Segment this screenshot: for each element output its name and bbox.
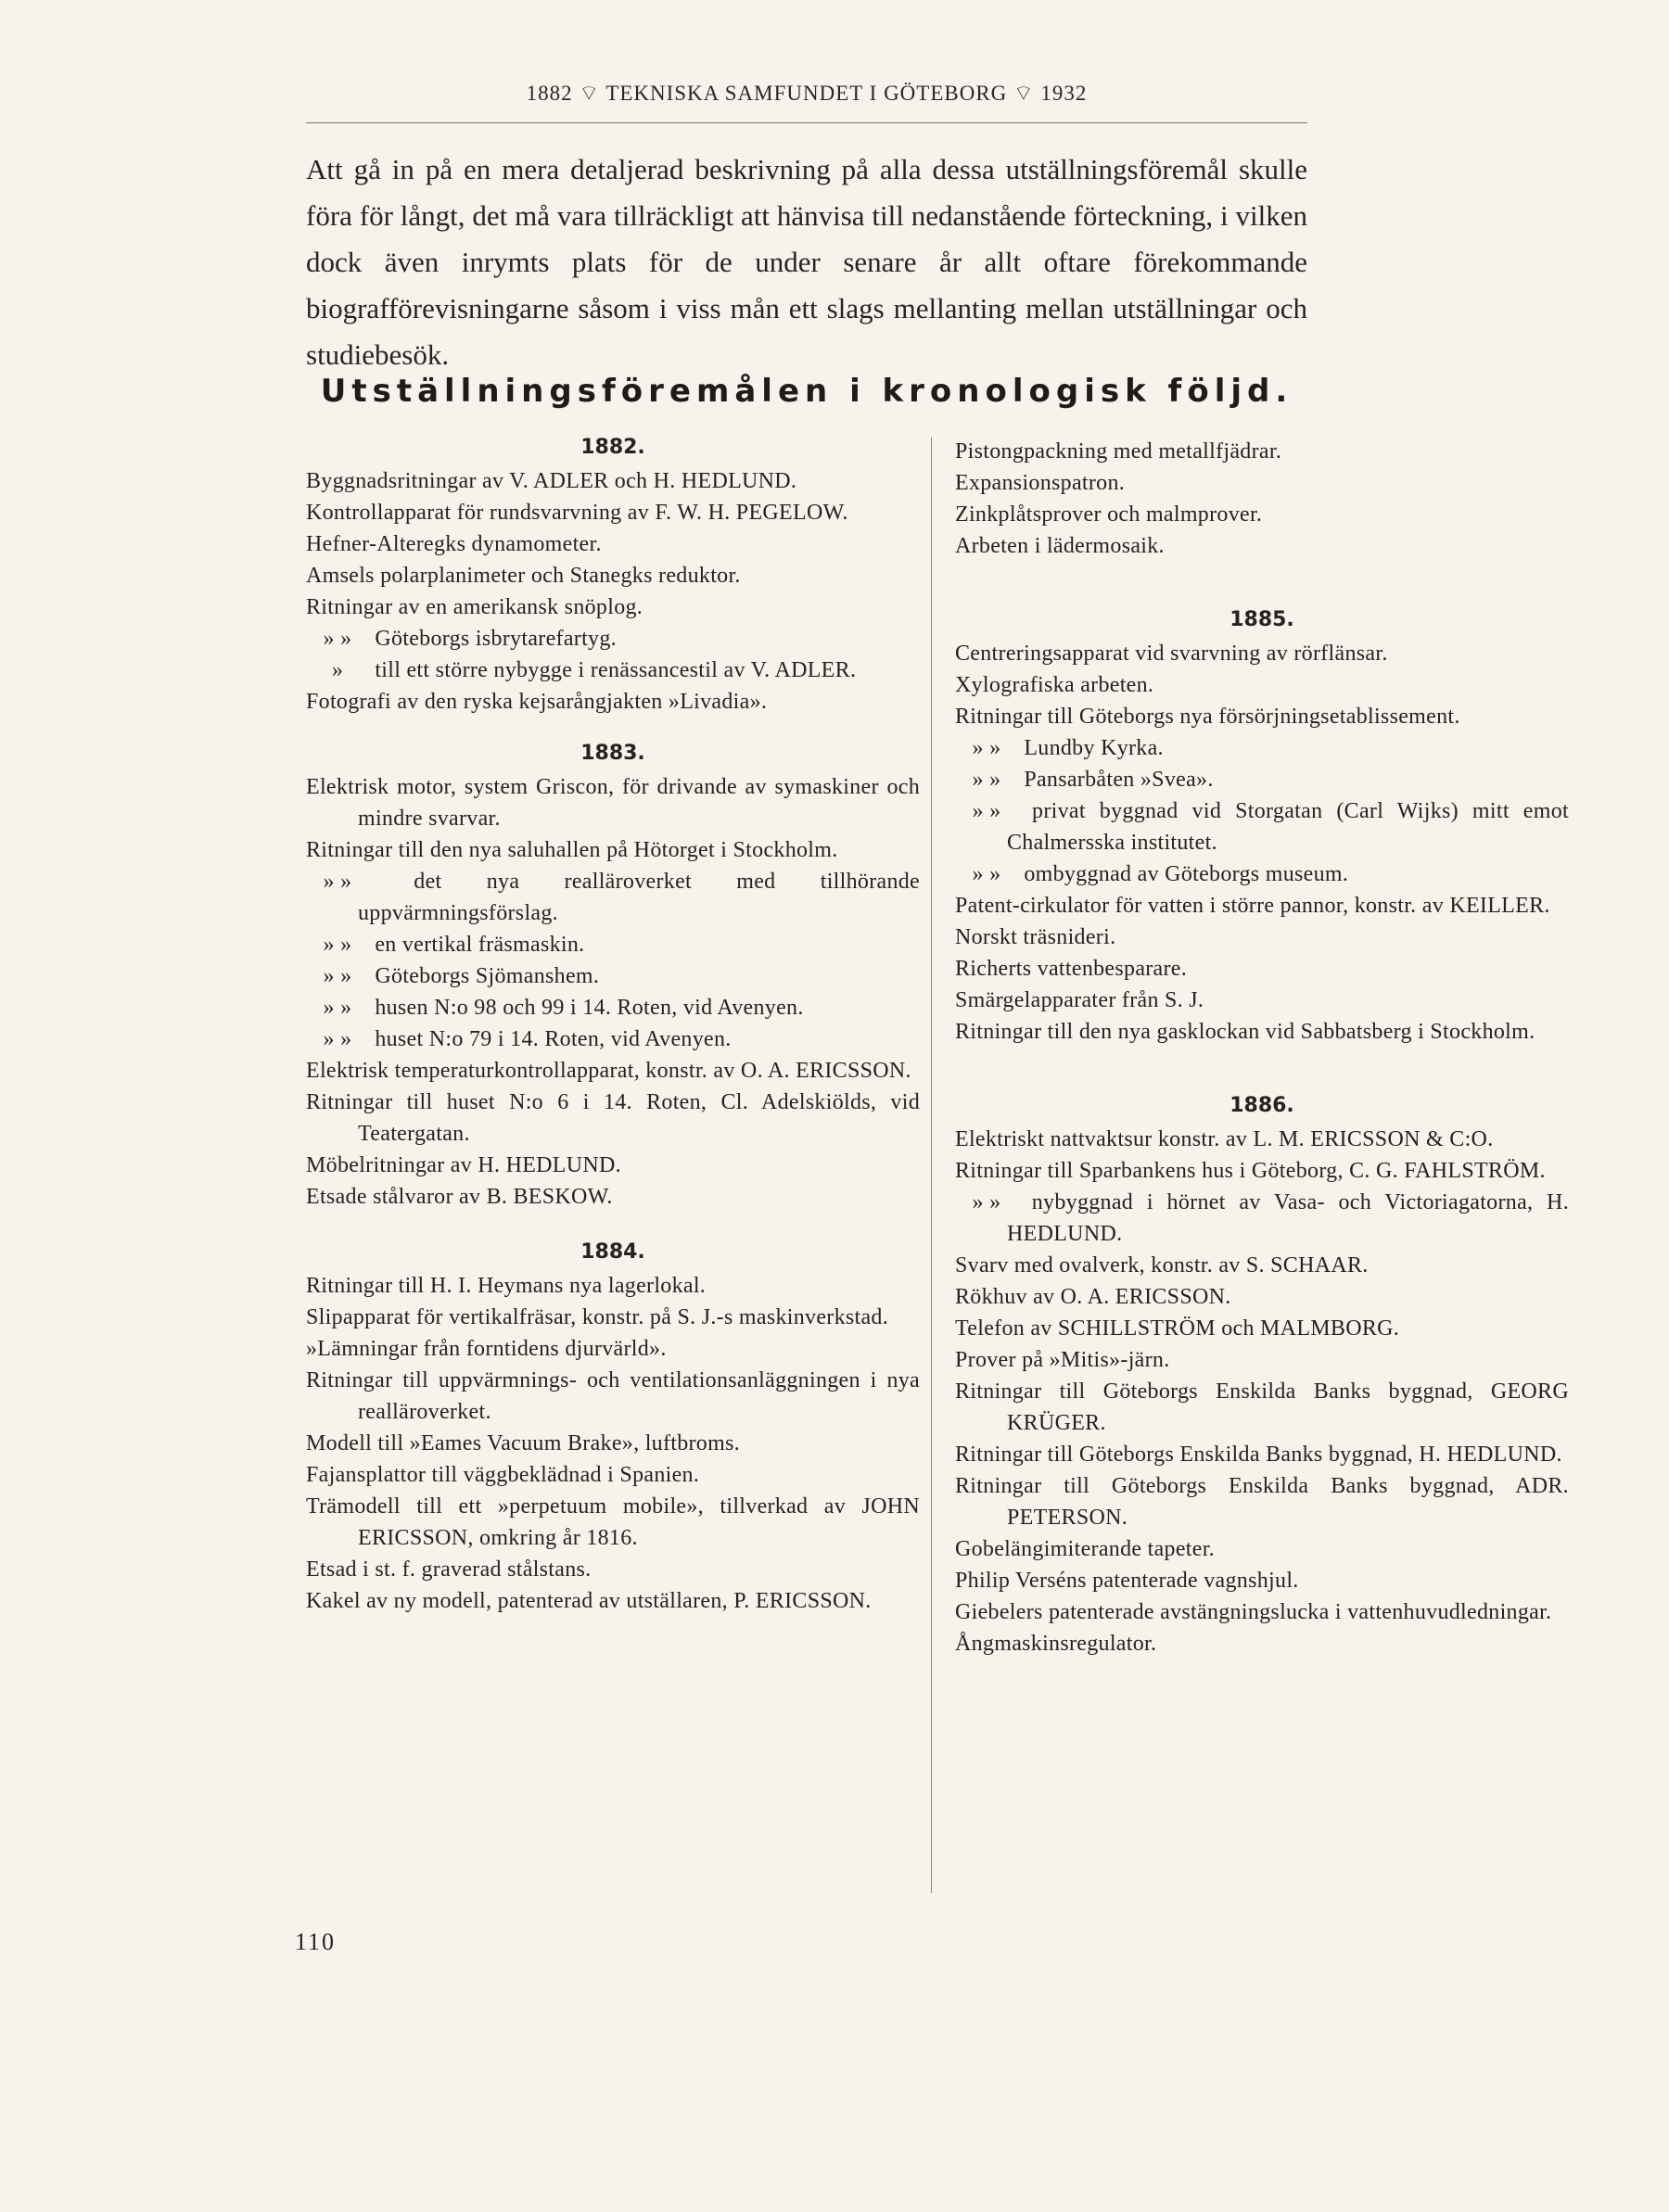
list-item: Fotografi av den ryska kejsarångjakten »Livadia». bbox=[306, 690, 768, 714]
list-item: Elektrisk motor, system Griscon, för drivande av symaskiner och mindre svarvar. bbox=[306, 775, 920, 831]
list-item: Ritningar till H. I. Heymans nya lagerlokal. bbox=[306, 1274, 707, 1298]
list-item: Telefon av SCHILLSTRÖM och MALMBORG. bbox=[955, 1316, 1400, 1341]
list-item: »Lämningar från forntidens djurvärld». bbox=[306, 1337, 667, 1361]
list-item: Ritningar till den nya gasklockan vid Sabbatsberg i Stockholm. bbox=[955, 1020, 1535, 1044]
running-header: 1882 ⌔ TEKNISKA SAMFUNDET I GÖTEBORG ⌔ 1932 bbox=[526, 82, 1088, 105]
ditto-mark: » » bbox=[323, 1027, 352, 1051]
list-item: Prover på »Mitis»-järn. bbox=[955, 1348, 1170, 1372]
column-divider bbox=[931, 438, 932, 1893]
list-item: Kontrollapparat för rundsvarvning av F. W. H. PEGELOW. bbox=[306, 501, 848, 525]
list-item: Ritningar till Göteborgs nya försörjningsetablissement. bbox=[955, 705, 1460, 729]
year-block-1886 bbox=[955, 1094, 1569, 1659]
year-heading: 1884. bbox=[580, 1240, 645, 1264]
right-column bbox=[955, 436, 1569, 1659]
ditto-mark: » bbox=[331, 658, 344, 682]
year-block-1883 bbox=[306, 742, 920, 1213]
intro-text: Att gå in på en mera detaljerad beskrivning på alla dessa utställningsföremål skulle föra för långt, det må vara tillräckligt att hänvisa till nedanstående förteckning, i vilken dock även inrymts plats för de under senare år allt oftare förekommande biografförevisningarne såsom i viss mån ett slags mellanting mellan utställningar och studiebesök. bbox=[306, 153, 1307, 371]
list-item: Byggnadsritningar av V. ADLER och H. HEDLUND. bbox=[306, 469, 797, 493]
ditto-mark: » » bbox=[323, 964, 352, 988]
year-heading: 1882. bbox=[580, 436, 645, 459]
list-item bbox=[306, 623, 920, 655]
list-item bbox=[306, 960, 920, 992]
list-item: Etsad i st. f. graverad stålstans. bbox=[306, 1557, 592, 1582]
list-item-text: huset N:o 79 i 14. Roten, vid Avenyen. bbox=[375, 1027, 732, 1051]
list-item: Expansionspatron. bbox=[955, 471, 1126, 495]
year-heading: 1883. bbox=[580, 742, 645, 765]
list-item: Ritningar till huset N:o 6 i 14. Roten, Cl. Adelskiölds, vid Teatergatan. bbox=[306, 1090, 920, 1146]
list-item-text: nybyggnad i hörnet av Vasa- och Victoriagatorna, H. HEDLUND. bbox=[1007, 1190, 1569, 1246]
ditto-mark: » » bbox=[323, 996, 352, 1020]
list-item bbox=[306, 929, 920, 960]
ditto-mark: » » bbox=[972, 736, 1001, 760]
list-item-text: ombyggnad av Göteborgs museum. bbox=[1024, 862, 1349, 886]
list-item: Philip Verséns patenterade vagnshjul. bbox=[955, 1569, 1299, 1593]
list-item: Ritningar till Göteborgs Enskilda Banks byggnad, ADR. PETERSON. bbox=[955, 1474, 1569, 1530]
list-item-text: det nya realläroverket med tillhörande uppvärmningsförslag. bbox=[358, 870, 920, 925]
ditto-mark: » » bbox=[323, 627, 352, 651]
list-item: Norskt träsnideri. bbox=[955, 925, 1116, 949]
list-item: Hefner-Alteregks dynamometer. bbox=[306, 532, 602, 556]
list-item bbox=[955, 858, 1569, 890]
left-column bbox=[306, 436, 920, 1617]
list-item bbox=[955, 795, 1569, 858]
ditto-mark: » » bbox=[972, 862, 1001, 886]
list-item: Ritningar till Göteborgs Enskilda Banks byggnad, H. HEDLUND. bbox=[955, 1443, 1562, 1467]
list-item: Giebelers patenterade avstängningslucka i vattenhuvudledningar. bbox=[955, 1600, 1552, 1624]
year-block-1885 bbox=[955, 608, 1569, 1048]
list-item: Richerts vattenbesparare. bbox=[955, 957, 1188, 981]
list-item: Patent-cirkulator för vatten i större pannor, konstr. av KEILLER. bbox=[955, 894, 1550, 918]
year-block-1882 bbox=[306, 436, 920, 718]
list-item-text: Lundby Kyrka. bbox=[1024, 736, 1164, 760]
list-item bbox=[306, 655, 920, 686]
list-item: Ritningar av en amerikansk snöplog. bbox=[306, 595, 643, 619]
list-item: Trämodell till ett »perpetuum mobile», tillverkad av JOHN ERICSSON, omkring år 1816. bbox=[306, 1494, 920, 1550]
list-item: Ritningar till Göteborgs Enskilda Banks byggnad, GEORG KRÜGER. bbox=[955, 1379, 1569, 1435]
year-heading: 1885. bbox=[1229, 608, 1294, 631]
ditto-mark: » » bbox=[972, 799, 1001, 823]
list-item bbox=[955, 732, 1569, 764]
list-item-text: till ett större nybygge i renässancestil av V. ADLER. bbox=[375, 658, 857, 682]
list-item: Smärgelapparater från S. J. bbox=[955, 988, 1204, 1012]
list-item: Fajansplattor till väggbeklädnad i Spanien. bbox=[306, 1463, 700, 1487]
list-item-text: privat byggnad vid Storgatan (Carl Wijks) mitt emot Chalmersska institutet. bbox=[1007, 799, 1569, 855]
list-item: Ritningar till uppvärmnings- och ventilationsanläggningen i nya realläroverket. bbox=[306, 1368, 920, 1424]
list-item: Etsade stålvaror av B. BESKOW. bbox=[306, 1185, 613, 1209]
list-item-text: husen N:o 98 och 99 i 14. Roten, vid Avenyen. bbox=[375, 996, 804, 1020]
list-item: Ångmaskinsregulator. bbox=[955, 1632, 1157, 1656]
list-item-text: Pansarbåten »Svea». bbox=[1024, 768, 1214, 792]
list-item: Svarv med ovalverk, konstr. av S. SCHAAR. bbox=[955, 1253, 1369, 1278]
list-item: Elektrisk temperaturkontrollapparat, konstr. av O. A. ERICSSON. bbox=[306, 1059, 911, 1083]
list-item: Centreringsapparat vid svarvning av rörflänsar. bbox=[955, 642, 1388, 666]
list-item: Kakel av ny modell, patenterad av utställaren, P. ERICSSON. bbox=[306, 1589, 872, 1613]
list-item: Arbeten i lädermosaik. bbox=[955, 534, 1165, 558]
list-item bbox=[306, 1023, 920, 1055]
list-item-text: Göteborgs isbrytarefartyg. bbox=[375, 627, 617, 651]
list-item: Modell till »Eames Vacuum Brake», luftbroms. bbox=[306, 1431, 741, 1456]
list-item-text: en vertikal fräsmaskin. bbox=[375, 933, 585, 957]
list-item: Slipapparat för vertikalfräsar, konstr. på S. J.-s maskinverkstad. bbox=[306, 1305, 889, 1329]
list-item: Elektriskt nattvaktsur konstr. av L. M. ERICSSON & C:O. bbox=[955, 1127, 1494, 1151]
header-rule bbox=[306, 122, 1307, 123]
list-item bbox=[306, 992, 920, 1023]
list-item: Möbelritningar av H. HEDLUND. bbox=[306, 1153, 621, 1177]
list-item-text: Göteborgs Sjömanshem. bbox=[375, 964, 600, 988]
list-item: Gobelängimiterande tapeter. bbox=[955, 1537, 1215, 1561]
list-item: Rökhuv av O. A. ERICSSON. bbox=[955, 1285, 1231, 1309]
intro-paragraph bbox=[306, 146, 1307, 378]
list-item: Pistongpackning med metallfjädrar. bbox=[955, 439, 1282, 464]
list-item: Amsels polarplanimeter och Stanegks reduktor. bbox=[306, 564, 741, 588]
ditto-mark: » » bbox=[972, 768, 1001, 792]
list-item bbox=[306, 866, 920, 929]
ditto-mark: » » bbox=[323, 870, 352, 894]
year-block-1884-continued bbox=[955, 436, 1569, 562]
list-item bbox=[955, 1187, 1569, 1250]
section-title: Utställningsföremålen i kronologisk följd. bbox=[320, 373, 1293, 410]
ditto-mark: » » bbox=[323, 933, 352, 957]
ditto-mark: » » bbox=[972, 1190, 1001, 1214]
list-item: Ritningar till Sparbankens hus i Göteborg, C. G. FAHLSTRÖM. bbox=[955, 1159, 1546, 1183]
list-item: Ritningar till den nya saluhallen på Hötorget i Stockholm. bbox=[306, 838, 838, 862]
list-item: Zinkplåtsprover och malmprover. bbox=[955, 502, 1263, 527]
year-block-1884 bbox=[306, 1240, 920, 1617]
year-heading: 1886. bbox=[1229, 1094, 1294, 1117]
list-item bbox=[955, 764, 1569, 795]
list-item: Xylografiska arbeten. bbox=[955, 673, 1154, 697]
page-number: 110 bbox=[295, 1928, 337, 1955]
